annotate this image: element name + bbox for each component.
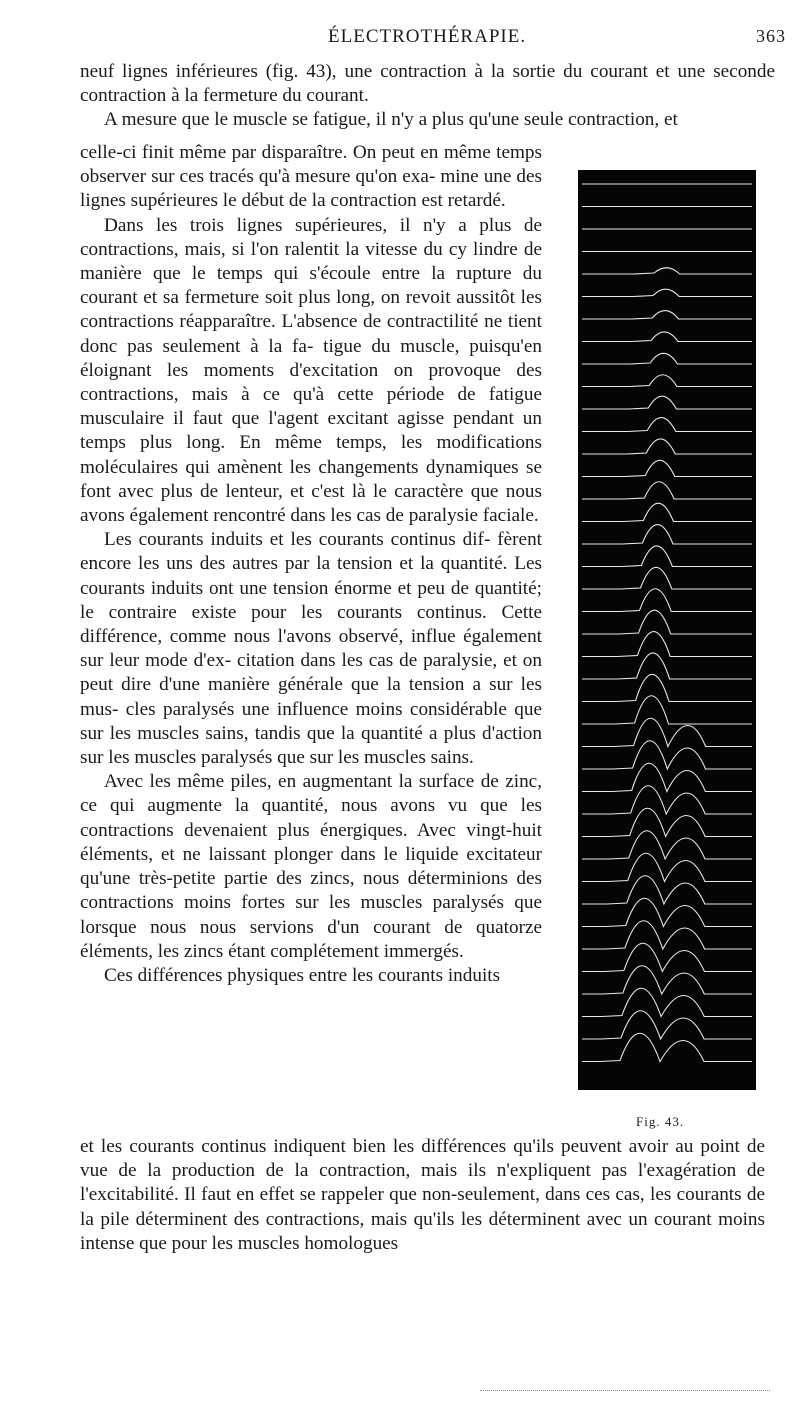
trace-line	[582, 332, 752, 342]
trace-line	[582, 268, 752, 274]
trace-line	[582, 353, 752, 364]
trace-line	[582, 525, 752, 544]
running-title: ÉLECTROTHÉRAPIE.	[328, 26, 527, 47]
text-block-narrow	[80, 141, 542, 988]
paragraph-continuation: neuf lignes inférieures (fig. 43), une contraction à la sortie du courant et une seconde contraction à la fermeture du courant.	[80, 61, 775, 107]
trace-line	[582, 375, 752, 387]
trace-line	[582, 1011, 752, 1039]
trace-line	[582, 632, 752, 657]
trace-line	[582, 853, 752, 881]
trace-line	[582, 696, 752, 724]
trace-line	[582, 966, 752, 994]
trace-line	[582, 546, 752, 567]
trace-line	[582, 921, 752, 949]
footer-rule	[480, 1390, 770, 1391]
trace-plot	[578, 170, 756, 1090]
trace-line	[582, 396, 752, 409]
trace-line	[582, 876, 752, 904]
trace-line	[582, 1033, 752, 1061]
paragraph-continuation: celle-ci finit même par disparaître. On peut en même temps observer sur ces tracés qu'à mesure qu'on exa- mine une des lignes supérieures le début de la contraction est retardé.	[80, 142, 542, 212]
figure-caption: Fig. 43.	[636, 1114, 685, 1129]
trace-line	[582, 567, 752, 589]
trace-line	[582, 418, 752, 432]
trace-line	[582, 674, 752, 701]
paragraph-continuation: et les courants continus indiquent bien les différences qu'ils peuvent avoir au point de vue de la production de la contraction, mais ils n'expliquent pas l'exagération de l'excitabilité. Il faut en effet se rappeler que non-seulement, dans ces cas, les courants de la pile déterminent des contractions, mais qu'ils les déterminent avec un courant moins intense que pour les muscles homologues	[80, 1136, 765, 1254]
paragraph: Ces différences physiques entre les courants induits	[104, 964, 501, 986]
paragraph: Dans les trois lignes supérieures, il n'y a plus de contractions, mais, si l'on ralentit la vitesse du cy lindre de manière que le temps qui s'écoule entre la rupture du courant et sa fermeture soit plus long, on revoit aussitôt les contractions réapparaître. L'absence de contractilité ne tient donc pas seulement à la fa- tigue du muscle, puisqu'en éloignant les moments d'excitation on provoque des contractions, mais à ce qu'à cette période de fatigue musculaire il faut que l'agent excitant agisse pendant un temps plus long. En même temps, les modifications moléculaires qui amènent les changements dynamiques se font avec plus de lenteur, et c'est là le caractère que nous avons également rencontré dans les cas de paralysie faciale.	[80, 214, 542, 527]
trace-line	[582, 898, 752, 926]
trace-line	[582, 503, 752, 521]
trace-line	[582, 460, 752, 476]
trace-line	[582, 988, 752, 1016]
trace-line	[582, 589, 752, 612]
text-block-top	[80, 60, 775, 133]
trace-line	[582, 943, 752, 971]
trace-line	[582, 311, 752, 319]
trace-line	[582, 610, 752, 634]
page-number: 363	[756, 26, 786, 46]
paragraph: Les courants induits et les courants continus dif- fèrent encore les uns des autres par la tension et la quantité. Les courants induits ont une tension énorme et peu de quantité; le contraire existe pour les courants continus. Cette différence, comme nous l'avons observé, influe également sur leur mode d'ex- citation dans les cas de paralysie, et on peut dire d'une manière générale que la tension a sur les mus- cles paralysés une influence moins considérable que sur les muscles sains, tandis que la quantité a plus d'action sur les muscles paralysés que sur les muscles sains.	[80, 529, 542, 769]
paragraph: A mesure que le muscle se fatigue, il n'y a plus qu'une seule contraction, et	[104, 109, 678, 131]
trace-line	[582, 482, 752, 499]
page-header	[0, 22, 800, 52]
text-block-bottom	[80, 1135, 765, 1256]
figure-43-muscle-traces	[578, 170, 756, 1090]
trace-line	[582, 718, 752, 746]
trace-line	[582, 439, 752, 454]
trace-line	[582, 289, 752, 296]
paragraph: Avec les même piles, en augmentant la surface de zinc, ce qui augmente la quantité, nous avons vu que les contractions devenaient plus énergiques. Avec vingt-huit éléments, et ne laissant plonger dans le liquide excitateur qu'une très-petite partie des zincs, nous déterminions des contractions moins fortes sur les muscles paralysés que lorsque nous nous servions d'un courant de quatorze éléments, les zincs étant complétement immergés.	[80, 771, 542, 962]
